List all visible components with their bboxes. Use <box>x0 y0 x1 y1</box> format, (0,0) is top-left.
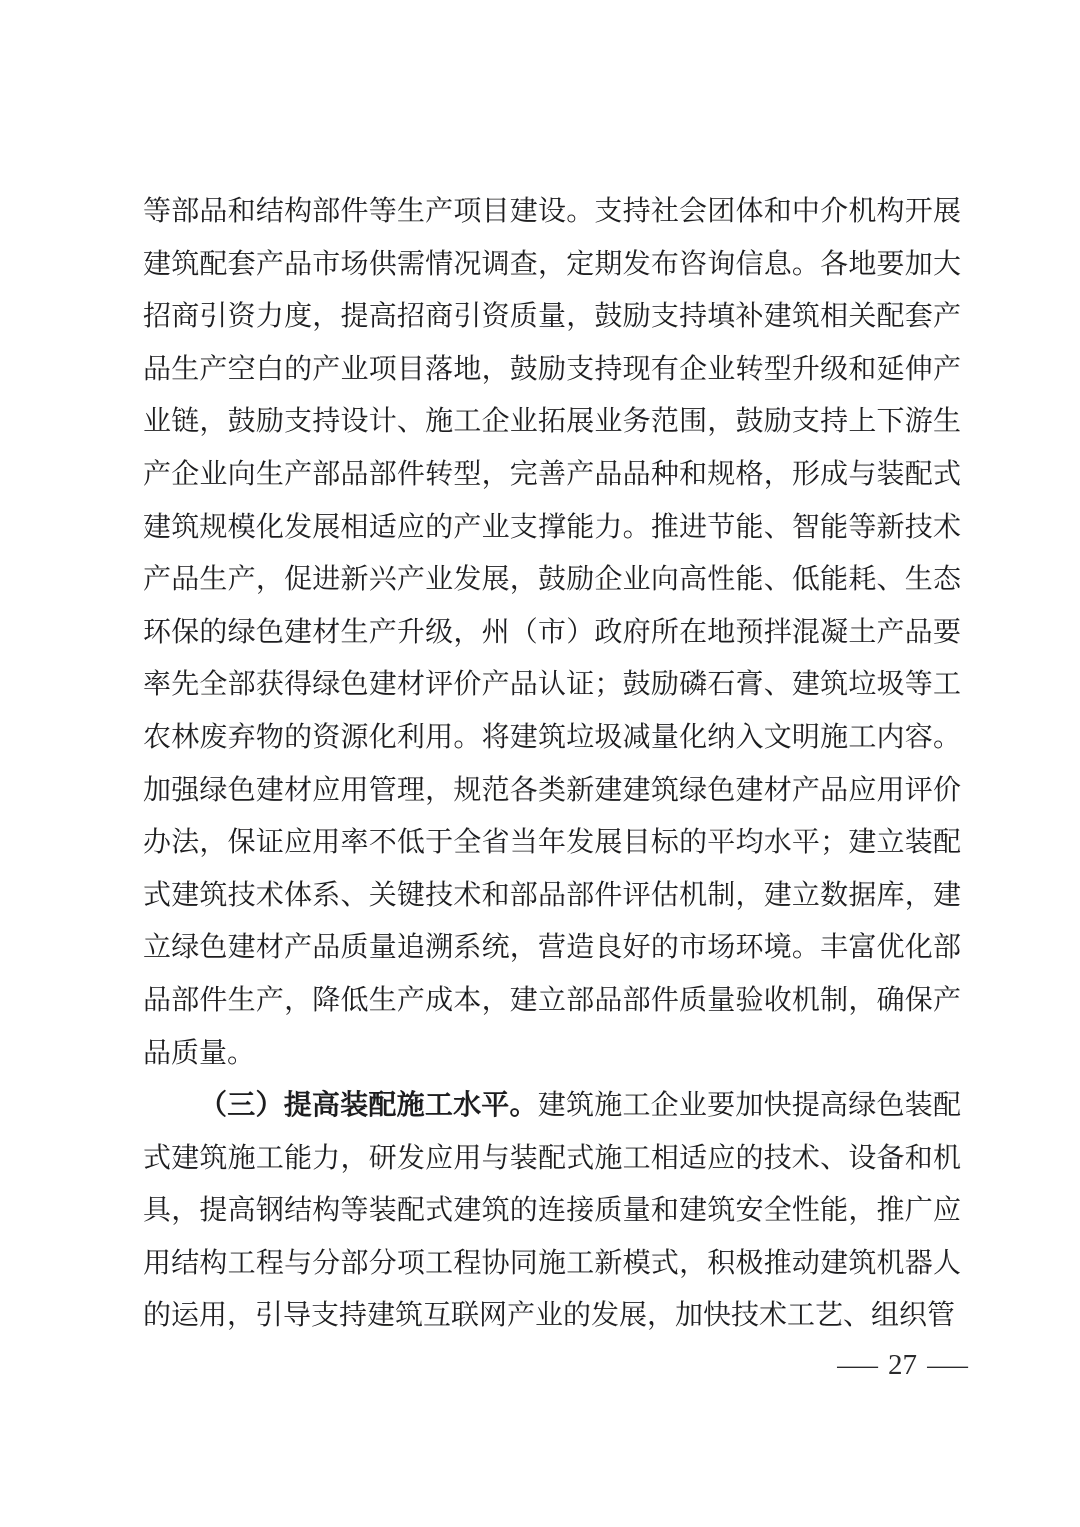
footer-right-dash: — <box>927 1349 968 1381</box>
paragraph-section-3 <box>143 1080 961 1343</box>
section-3-text: 建筑施工企业要加快提高绿色装配式建筑施工能力，研发应用与装配式施工相适应的技术、设备和机具，提高钢结构等装配式建筑的连接质量和建筑安全性能，推广应用结构工程与分部分项工程协同施工新模式，积极推动建筑机器人的运用，引导支持建筑互联网产业的发展，加快技术工艺、组织管 <box>143 1090 961 1332</box>
page-number: 27 <box>888 1349 917 1381</box>
page-footer <box>837 1349 968 1382</box>
section-3-heading: （三）提高装配施工水平。 <box>199 1090 538 1122</box>
document-body <box>143 186 961 1343</box>
paragraph-continuation: 等部品和结构部件等生产项目建设。支持社会团体和中介机构开展建筑配套产品市场供需情况调查，定期发布咨询信息。各地要加大招商引资力度，提高招商引资质量，鼓励支持填补建筑相关配套产品生产空白的产业项目落地，鼓励支持现有企业转型升级和延伸产业链，鼓励支持设计、施工企业拓展业务范围，鼓励支持上下游生产企业向生产部品部件转型，完善产品品种和规格，形成与装配式建筑规模化发展相适应的产业支撑能力。推进节能、智能等新技术产品生产，促进新兴产业发展，鼓励企业向高性能、低能耗、生态环保的绿色建材生产升级，州（市）政府所在地预拌混凝土产品要率先全部获得绿色建材评价产品认证；鼓励磷石膏、建筑垃圾等工农林废弃物的资源化利用。将建筑垃圾减量化纳入文明施工内容。加强绿色建材应用管理，规范各类新建建筑绿色建材产品应用评价办法，保证应用率不低于全省当年发展目标的平均水平；建立装配式建筑技术体系、关键技术和部品部件评估机制，建立数据库，建立绿色建材产品质量追溯系统，营造良好的市场环境。丰富优化部品部件生产，降低生产成本，建立部品部件质量验收机制，确保产品质量。 <box>143 196 961 1069</box>
footer-left-dash: — <box>837 1349 878 1381</box>
